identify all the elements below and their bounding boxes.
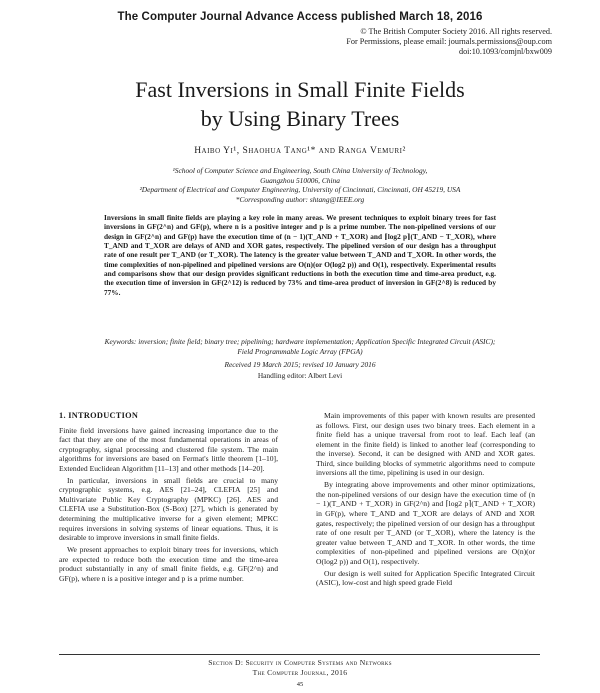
affiliation-2: ²Department of Electrical and Computer Engineering, University of Cincinnati, Cincinnati, OH 45219, USA	[139, 185, 461, 195]
paragraph: Finite field inversions have gained increasing importance due to the fact that they are one of the most fundamental operations in areas of cryptography, signal processing and clustered file system. The main algorithms for inversions are based on Fermat's little theorem [1–10], Extended Euclidean Algorithm [11–13] and other methods [14–20].	[59, 425, 278, 473]
paragraph: By integrating above improvements and other minor optimizations, the non-pipelined versions of our design have the execution time of (n − 1)(T_AND + T_XOR) in GF(2^n) and ⌈log2 p⌉(T_AND + T_XOR) in GF(p), where T_AND and T_XOR are delays of AND and XOR gates, respectively; the pipelined version of our design has a throughput rate of one result per T_AND (or T_XOR), where the latency is the greater value between T_AND and T_XOR. In other words, the time complexities of non-pipelined and pipelined versions are O(n)(or O(log2 p)) and O(1), respectively.	[316, 480, 535, 566]
footer-journal: The Computer Journal, 2016	[252, 668, 348, 677]
advance-access-banner: The Computer Journal Advance Access published March 18, 2016	[117, 11, 483, 23]
handling-editor: Handling editor: Albert Levi	[257, 371, 343, 380]
paragraph: In particular, inversions in small fields are crucial to many cryptographic systems, e.g. AES [21–24], CLEFIA [25] and Multivariate Public Key Cryptography (MPKC) [26]. AES and CLEFIA use a Substitution-Box (S-Box) [27], which is generated by determining the multiplicative inverse for a given element; MPKC requires inversions in solving systems of linear equations. Thus, it is desirable to improve inversions in small finite fields.	[59, 475, 278, 543]
paragraph: Our design is well suited for Application Specific Integrated Circuit (ASIC), low-cost and high speed grade Field	[316, 568, 535, 588]
abstract: Inversions in small finite fields are playing a key role in many areas. We present techniques to exploit binary trees for fast inversions in GF(2^n) and GF(p), where n is a positive integer and p is a prime number. The non-pipelined versions of our design in GF(2^n) and GF(p) have the execution time of (n − 1)(T_AND + T_XOR) and ⌈log2 p⌉(T_AND − T_XOR), where T_AND and T_XOR are delays of AND and XOR gates, respectively. The pipelined version of our design has a throughput rate of one result per T_AND (or T_XOR). The latency is the greater value between T_AND and T_XOR. In other words, the time complexities of non-pipelined and pipelined versions are O(n)(or O(log2 p)) and O(1), respectively. Experimental results and comparisons show that our design provides significant reductions in both the execution time and time-area product, e.g. the execution time of inversion in GF(2^12) is reduced by 73% and time-area product of inversion in GF(2^8) is reduced by 77%.	[104, 213, 496, 297]
affiliations	[0, 166, 600, 204]
permissions-line: For Permissions, please email: journals.permissions@oup.com	[346, 37, 552, 47]
received-dates: Received 19 March 2015; revised 10 January 2016	[224, 360, 376, 369]
doi-line[interactable]: doi:10.1093/comjnl/bxw009	[458, 47, 552, 57]
section-heading: 1. INTRODUCTION	[59, 411, 139, 420]
paragraph: Main improvements of this paper with known results are presented as follows. First, our design uses two binary trees. Each element in a finite field has a unique traversal from root to leaf. Each leaf (an element in the finite field) is linked to another leaf (corresponding to the inverse). Second, it can be designed with AND and XOR gates. Third, since building blocks of symmetric algorithms need to compute inversions all the time, pipelining is used in our design.	[316, 411, 535, 478]
right-column	[316, 411, 535, 590]
title-line-2: by Using Binary Trees	[200, 106, 400, 131]
title-line-1: Fast Inversions in Small Finite Fields	[135, 77, 465, 102]
left-column	[59, 411, 278, 586]
footer-section: Section D: Security in Computer Systems and Networks	[208, 658, 392, 667]
keywords: Keywords: inversion; finite field; binary tree; pipelining; hardware implementation; Application Specific Integrated Circuit (ASIC); Field Programmable Logic Array (FPGA)	[104, 337, 496, 356]
corresponding-author: *Corresponding author: shtang@IEEE.org	[235, 194, 365, 204]
author-list: Haibo Yi¹, Shaohua Tang¹* and Ranga Vemuri²	[194, 146, 406, 156]
affiliation-1-city: Guangzhou 510006, China	[260, 175, 340, 185]
affiliation-1: ¹School of Computer Science and Engineering, South China University of Technology,	[172, 166, 428, 175]
paper-title	[0, 75, 600, 133]
footer-divider	[59, 654, 540, 655]
copyright-block	[346, 27, 552, 58]
paragraph: We present approaches to exploit binary trees for inversions, which are expected to reduce both the execution time and the time-area product substantially in any of small finite fields, e.g. GF(2^n) and GF(p), where n is a positive integer and p is a prime number.	[59, 545, 278, 583]
page-number: 45	[296, 681, 304, 688]
copyright-line: © The British Computer Society 2016. All rights reserved.	[360, 27, 552, 36]
